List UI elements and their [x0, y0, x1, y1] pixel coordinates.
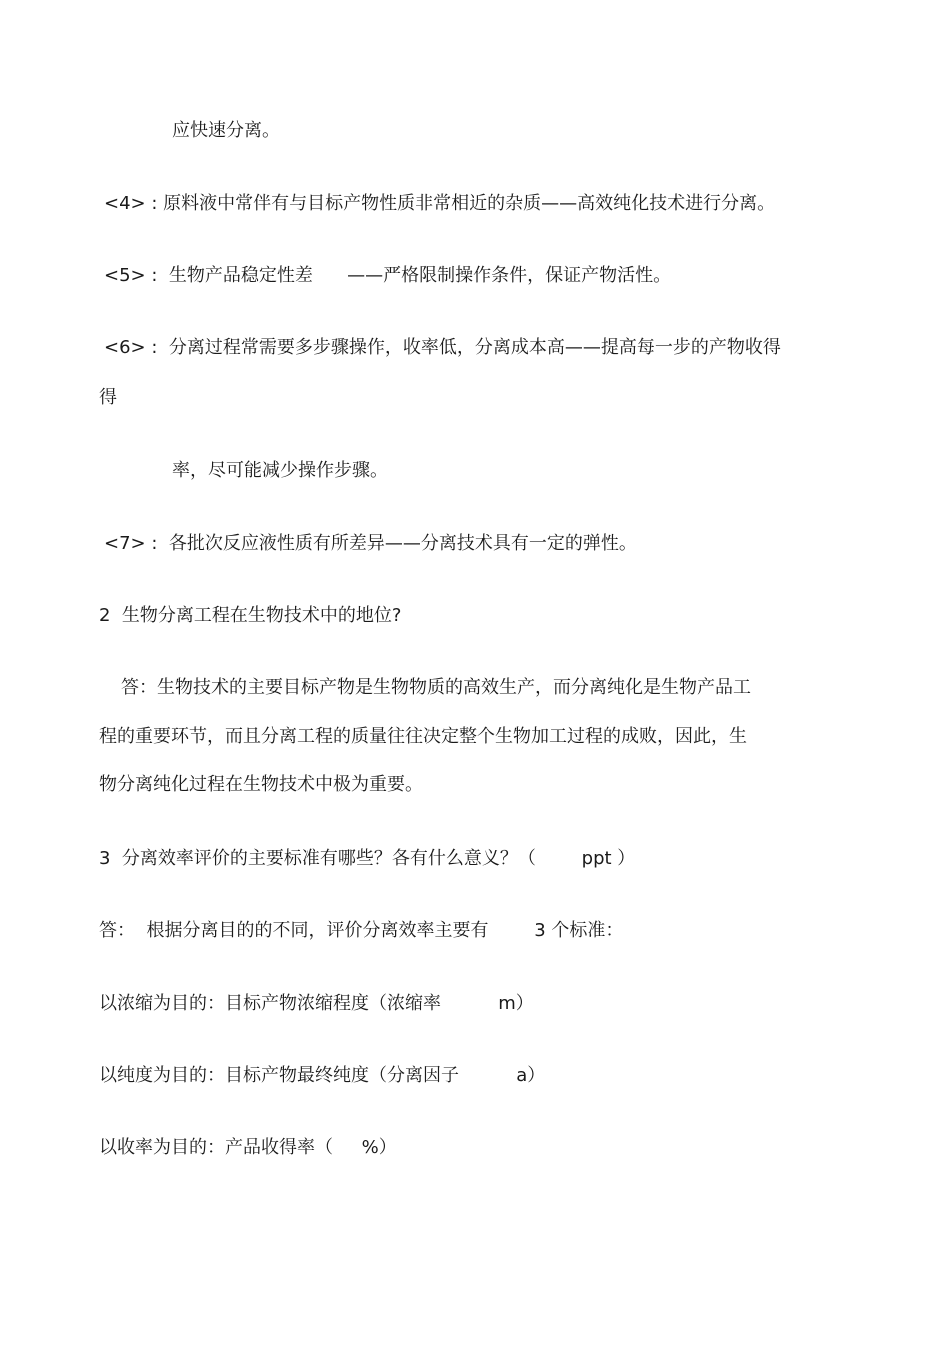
text-line-5: 得: [99, 387, 117, 408]
text-line-7: <7> : 各批次反应液性质有所差异——分离技术具有一定的弹性。: [104, 533, 637, 554]
text-line-6: 率，尽可能减少操作步骤。: [172, 460, 388, 481]
text-line-13: 答： 根据分离目的的不同，评价分离效率主要有 3 个标准：: [99, 920, 624, 941]
text-line-12: 3 分离效率评价的主要标准有哪些？各有什么意义？（ ppt ）: [99, 848, 636, 869]
text-line-8: 2 生物分离工程在生物技术中的地位?: [99, 605, 402, 626]
text-line-10: 程的重要环节，而且分离工程的质量往往决定整个生物加工过程的成败，因此，生: [99, 726, 747, 747]
text-line-4: <6> : 分离过程常需要多步骤操作，收率低，分离成本高——提高每一步的产物收得: [104, 337, 781, 358]
text-line-3: <5> : 生物产品稳定性差 ——严格限制操作条件，保证产物活性。: [104, 265, 672, 286]
text-line-1: 应快速分离。: [172, 120, 280, 141]
text-line-15: 以纯度为目的：目标产物最终纯度（分离因子 a）: [99, 1065, 546, 1086]
text-line-9: 答：生物技术的主要目标产物是生物物质的高效生产，而分离纯化是生物产品工: [121, 677, 751, 698]
text-line-16: 以收率为目的：产品收得率（ %）: [99, 1137, 397, 1158]
text-line-2: <4> : 原料液中常伴有与目标产物性质非常相近的杂质——高效纯化技术进行分离。: [104, 193, 776, 214]
text-line-14: 以浓缩为目的：目标产物浓缩程度（浓缩率 m）: [99, 993, 534, 1014]
text-line-11: 物分离纯化过程在生物技术中极为重要。: [99, 774, 423, 795]
